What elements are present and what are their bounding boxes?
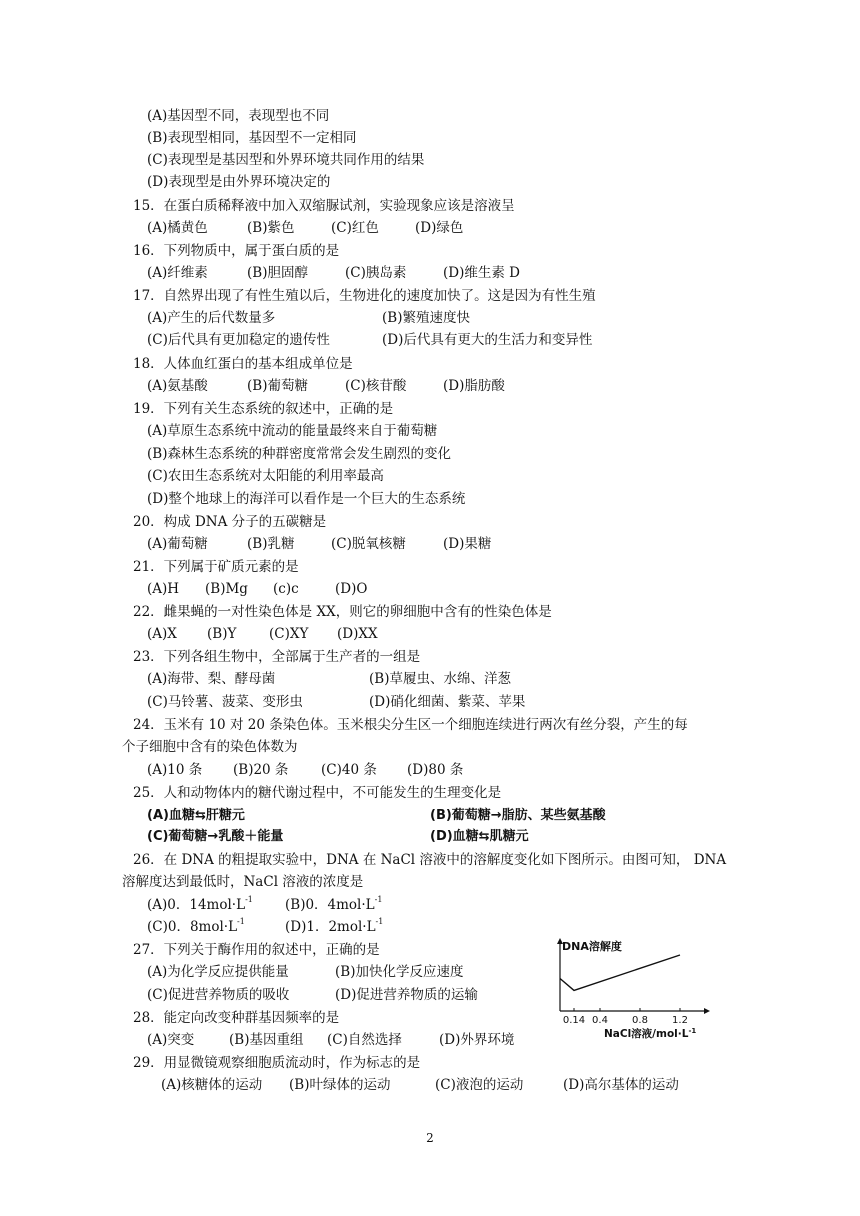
q18-option-b: (B)葡萄糖 [247,378,308,394]
q26-option-a: (A)0．$14mol\cdot L^{-1}$ [147,895,253,913]
q24-option-a: (A)10 条 [147,762,203,778]
chart-tick-label: 1.2 [672,1015,688,1026]
q17-option-b: (B)繁殖速度快 [382,310,470,326]
q21-option-c: (c)c [273,581,299,597]
q22-option-c: (C)XY [269,626,309,642]
q16-stem: 16．下列物质中，属于蛋白质的是 [133,243,340,259]
q15-option-c: (C)红色 [331,220,379,236]
q18-option-a: (A)氨基酸 [147,378,208,394]
q28-options [147,1030,514,1050]
q17-options-row2 [147,330,592,350]
q16-option-c: (C)胰岛素 [345,265,407,281]
q26-options-row1 [147,895,382,915]
q27-option-c: (C)促进营养物质的吸收 [147,987,290,1003]
q25-options-row2 [147,827,529,847]
q29-option-b: (B)叶绿体的运动 [289,1077,391,1093]
q19-option-d: (D)整个地球上的海洋可以看作是一个巨大的生态系统 [147,491,466,507]
q20-option-a: (A)葡萄糖 [147,536,208,552]
q24-options [147,760,463,780]
q19-option-b: (B)森林生态系统的种群密度常常会发生剧烈的变化 [147,446,451,462]
chart-tick-label: 0.4 [592,1015,608,1026]
q23-option-c: (C)马铃薯、菠菜、变形虫 [147,694,303,710]
q28-option-a: (A)突变 [147,1032,195,1048]
q25-stem: 25．人和动物体内的糖代谢过程中，不可能发生的生理变化是 [133,785,502,801]
q24-option-c: (C)40 条 [321,762,377,778]
q26-stem-cont: 溶解度达到最低时，NaCl 溶液的浓度是 [122,874,364,890]
q17-option-d: (D)后代具有更大的生活力和变异性 [382,332,593,348]
q14-option-c: (C)表现型是基因型和外界环境共同作用的结果 [147,152,425,168]
q29-option-a: (A)核糖体的运动 [161,1077,263,1093]
q24-stem-cont: 个子细胞中含有的染色体数为 [122,739,298,755]
chart-ylabel: DNA溶解度 [562,940,622,953]
q27-option-b: (B)加快化学反应速度 [335,964,464,980]
q21-option-a: (A)H [147,581,180,597]
q29-option-c: (C)液泡的运动 [435,1077,524,1093]
q26-option-c: (C)0．$8mol\cdot L^{-1}$ [147,917,245,935]
chart-series-line [560,955,680,990]
q23-option-a: (A)海带、梨、酵母菌 [147,671,276,687]
q19-option-c: (C)农田生态系统对太阳能的利用率最高 [147,468,384,484]
q25-options-row1 [147,806,606,826]
q25-option-d: (D)血糖⇆肌糖元 [430,829,529,844]
q18-option-c: (C)核苷酸 [345,378,407,394]
q17-option-a: (A)产生的后代数量多 [147,310,276,326]
q28-option-b: (B)基因重组 [229,1032,304,1048]
q22-option-d: (D)XX [337,626,378,642]
q24-option-d: (D)80 条 [407,762,464,778]
q15-option-d: (D)绿色 [415,220,464,236]
q17-options-row1 [147,308,470,328]
q22-stem: 22．雌果蝇的一对性染色体是 XX，则它的卵细胞中含有的性染色体是 [133,604,552,620]
q16-option-b: (B)胆固醇 [247,265,308,281]
q17-stem: 17．自然界出现了有性生殖以后，生物进化的速度加快了。这是因为有性生殖 [133,288,596,304]
q26-stem: 26．在 DNA 的粗提取实验中，DNA 在 NaCl 溶液中的溶解度变化如下图所示。由图可知， DNA [133,852,727,868]
q20-options [147,534,491,554]
q18-stem: 18．人体血红蛋白的基本组成单位是 [133,356,353,372]
q23-options-row2 [147,692,525,712]
q16-options [147,263,520,283]
q15-options [147,218,463,238]
q23-option-d: (D)硝化细菌、紫菜、苹果 [369,694,526,710]
q21-option-b: (B)Mg [205,581,248,597]
q21-option-d: (D)O [335,581,368,597]
q14-option-d: (D)表现型是由外界环境决定的 [147,174,331,190]
chart-tick-label: 0.14 [562,1015,586,1026]
q18-option-d: (D)脂肪酸 [443,378,505,394]
q23-options-row1 [147,669,511,689]
q22-option-a: (A)X [147,626,177,642]
q22-options [147,624,378,644]
q27-options-row1 [147,962,463,982]
q29-option-d: (D)高尔基体的运动 [563,1077,679,1093]
q29-stem: 29．用显微镜观察细胞质流动时，作为标志的是 [133,1055,421,1071]
q23-stem: 23．下列各组生物中，全部属于生产者的一组是 [133,649,421,665]
q15-option-b: (B)紫色 [247,220,295,236]
q17-option-c: (C)后代具有更加稳定的遗传性 [147,332,330,348]
q25-option-a: (A)血糖⇆肝糖元 [147,808,245,823]
q15-stem: 15．在蛋白质稀释液中加入双缩脲试剂，实验现象应该是溶液呈 [133,198,515,214]
q20-option-c: (C)脱氧核糖 [331,536,406,552]
chart-x-arrow [704,1008,710,1014]
q28-option-c: (C)自然选择 [327,1032,402,1048]
q25-option-b: (B)葡萄糖→脂肪、某些氨基酸 [430,808,606,823]
q22-option-b: (B)Y [207,626,237,642]
q28-stem: 28．能定向改变种群基因频率的是 [133,1010,340,1026]
q14-option-b: (B)表现型相同，基因型不一定相同 [147,130,357,146]
q16-option-a: (A)纤维素 [147,265,208,281]
q24-stem: 24．玉米有 10 对 20 条染色体。玉米根尖分生区一个细胞连续进行两次有丝分裂，产生的每 [133,717,688,733]
q26-option-d: (D)1．$2mol\cdot L^{-1}$ [285,917,384,935]
q16-option-d: (D)维生素 D [443,265,520,281]
q27-options-row2 [147,985,478,1005]
q25-option-c: (C)葡萄糖→乳酸＋能量 [147,829,284,844]
q27-stem: 27．下列关于酶作用的叙述中，正确的是 [133,942,380,958]
q19-stem: 19．下列有关生态系统的叙述中，正确的是 [133,401,394,417]
q24-option-b: (B)20 条 [233,762,289,778]
q14-option-a: (A)基因型不同，表现型也不同 [147,108,330,124]
q26-option-b: (B)0．$4mol\cdot L^{-1}$ [285,895,383,913]
chart-tick-label: 0.8 [632,1015,648,1026]
q19-option-a: (A)草原生态系统中流动的能量最终来自于葡萄糖 [147,423,438,439]
dna-solubility-chart [554,938,714,1042]
q20-option-b: (B)乳糖 [247,536,295,552]
q29-options [161,1075,679,1095]
q15-option-a: (A)橘黄色 [147,220,208,236]
q27-option-d: (D)促进营养物质的运输 [335,987,478,1003]
chart-xlabel: NaCl溶液$/mol\cdot L^{-1}$ [604,1027,697,1040]
q23-option-b: (B)草履虫、水绵、洋葱 [369,671,511,687]
page-number: 2 [426,1131,434,1145]
q27-option-a: (A)为化学反应提供能量 [147,964,289,980]
q26-options-row2 [147,917,383,937]
q20-option-d: (D)果糖 [443,536,492,552]
q18-options [147,376,505,396]
q28-option-d: (D)外界环境 [439,1032,515,1048]
q21-options [147,579,367,599]
q21-stem: 21．下列属于矿质元素的是 [133,559,299,575]
q20-stem: 20．构成 DNA 分子的五碳糖是 [133,514,327,530]
